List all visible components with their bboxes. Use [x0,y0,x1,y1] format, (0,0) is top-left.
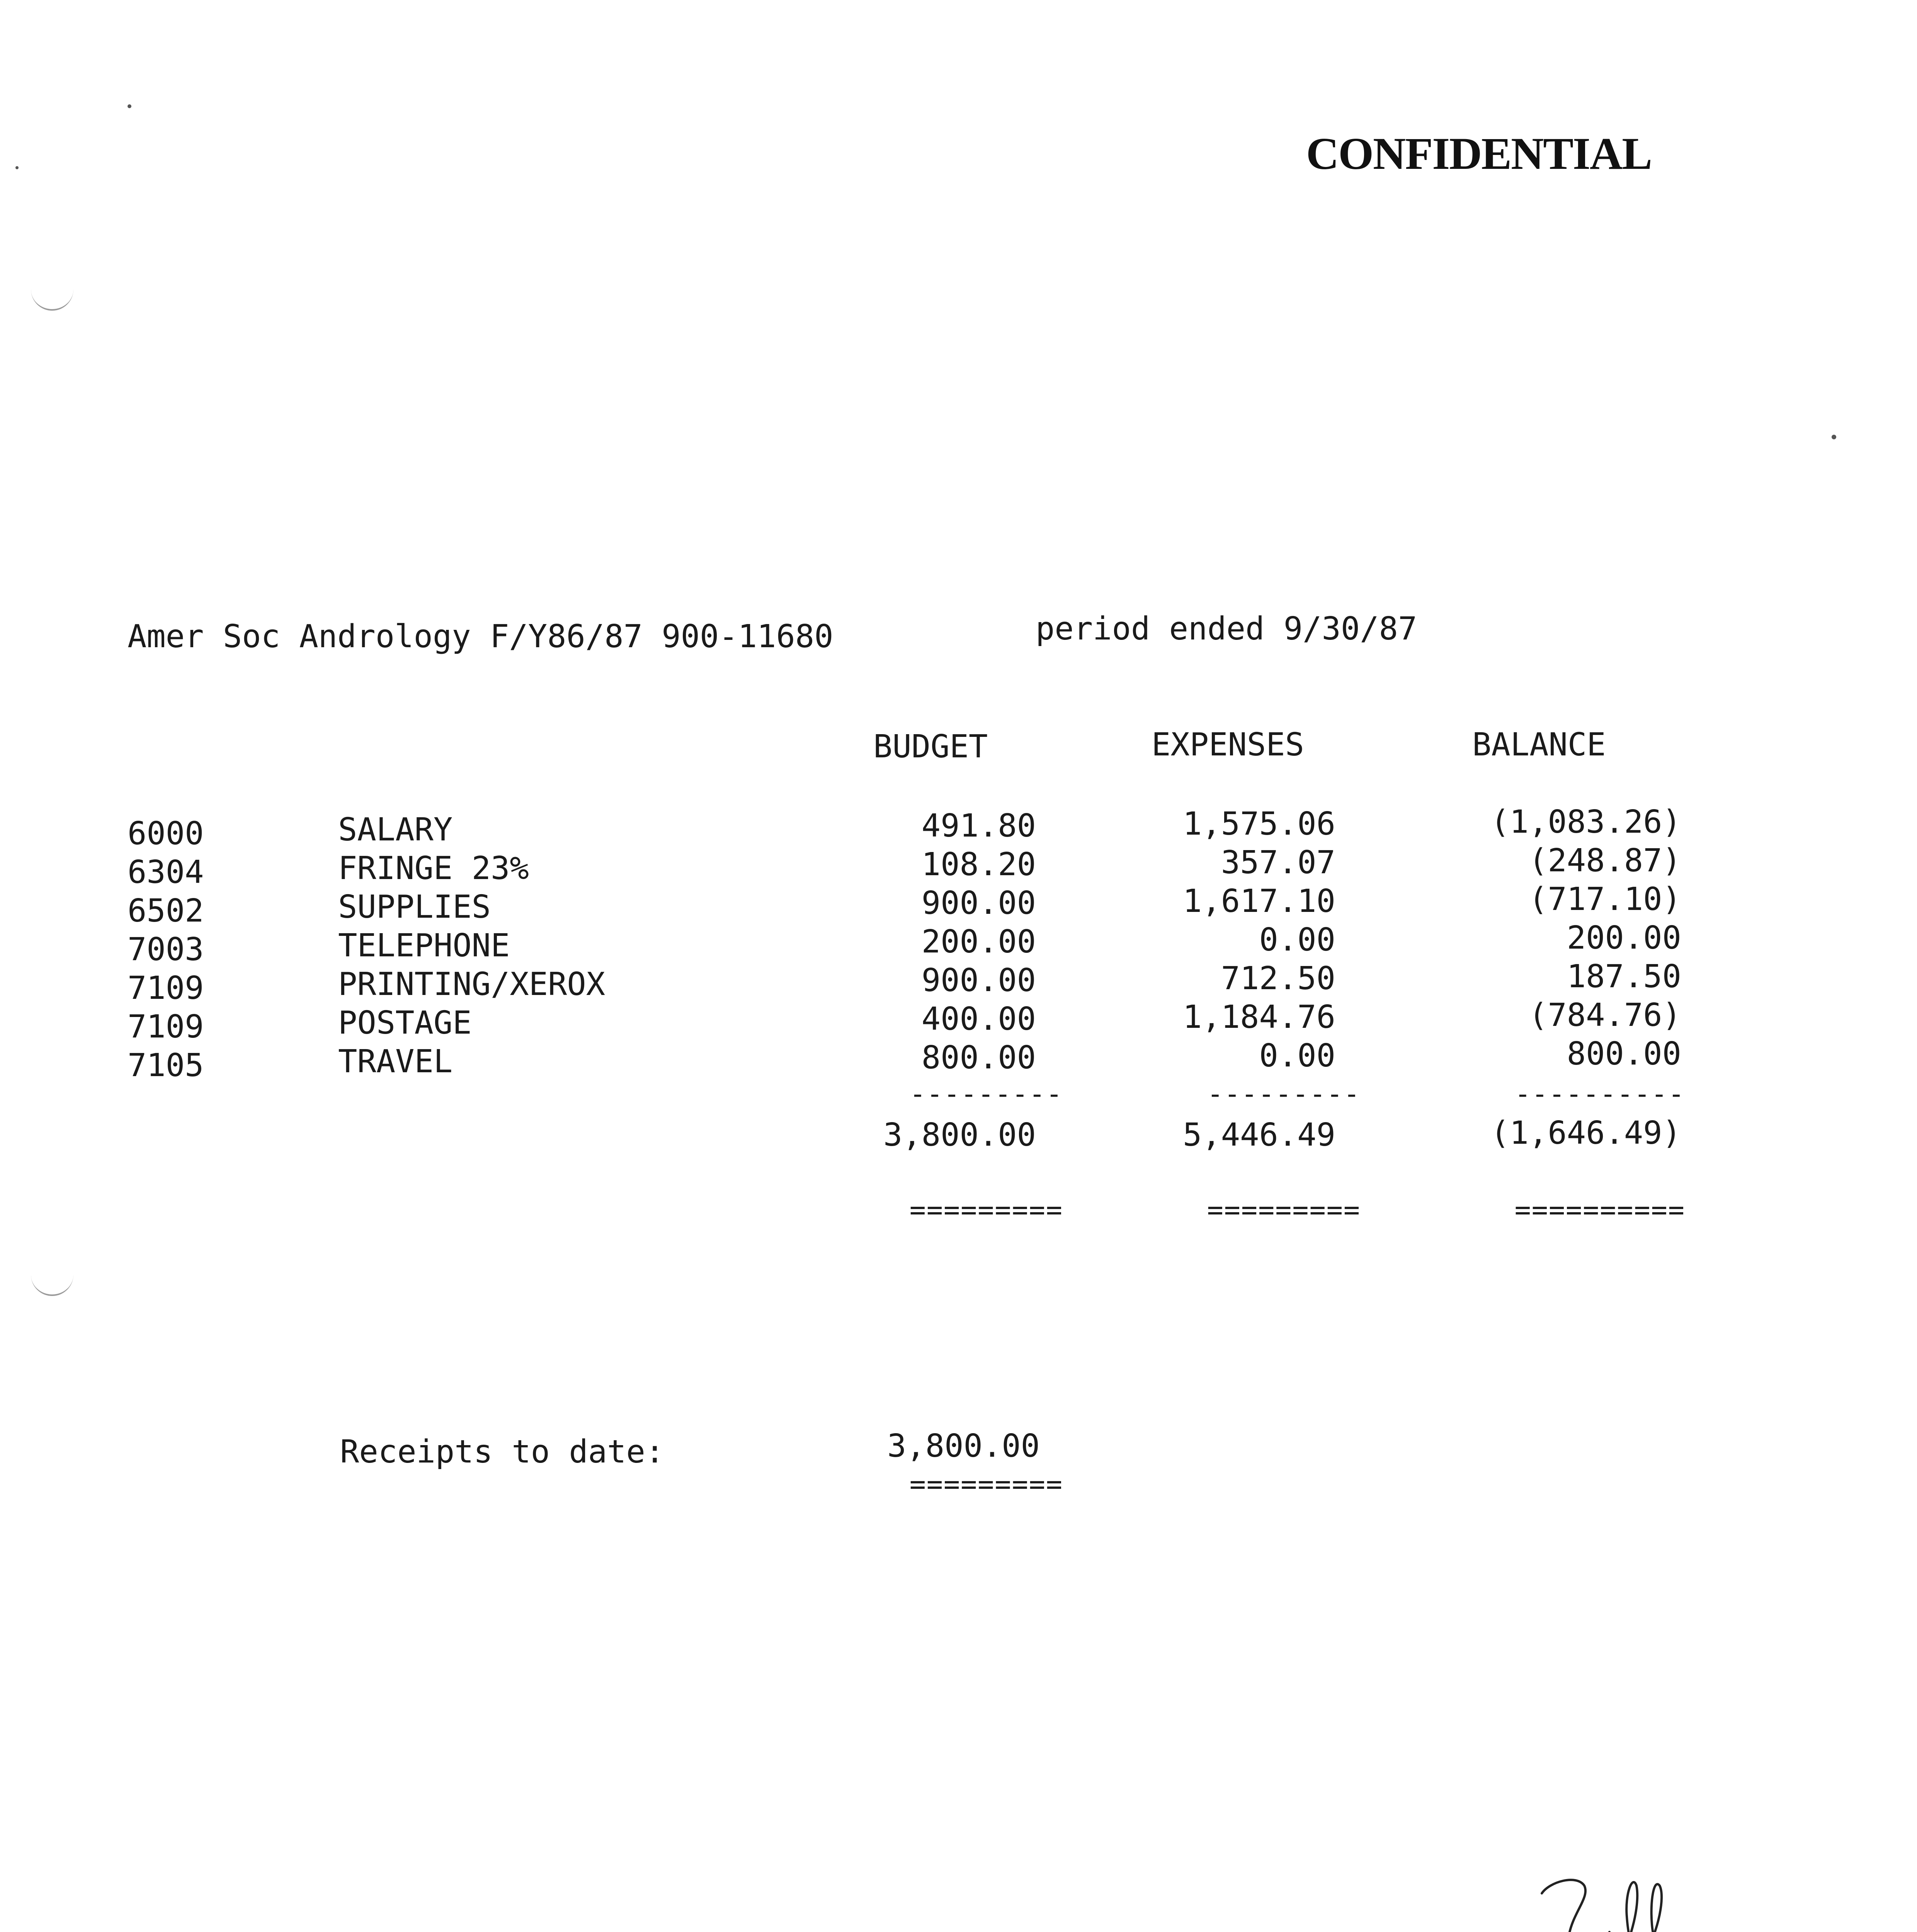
speck [128,104,131,108]
column-header-expenses: EXPENSES [1152,726,1304,763]
balance-value: (784.76) [1529,997,1681,1034]
account-code: 6304 [128,854,204,891]
receipts-value: 3,800.00 [887,1428,1040,1464]
account-code: 6502 [128,893,204,929]
total-budget: 3,800.00 [883,1117,1036,1153]
account-description: SALARY [338,811,453,848]
total-balance: (1,646.49) [1490,1115,1681,1151]
expenses-value: 712.50 [1221,960,1335,997]
subtotal-rule-balance: ---------- [1514,1078,1685,1110]
expenses-value: 357.07 [1221,844,1335,881]
budget-value: 108.20 [921,846,1036,883]
balance-value: 200.00 [1567,920,1681,956]
report-period: period ended 9/30/87 [1036,611,1417,647]
expenses-value: 1,617.10 [1183,883,1335,920]
total-double-rule-budget: ========= [909,1194,1063,1226]
expenses-value: 1,575.06 [1183,806,1335,842]
balance-value: 187.50 [1567,958,1681,995]
expenses-value: 1,184.76 [1183,999,1335,1036]
confidential-stamp: CONFIDENTIAL [1306,128,1652,179]
expenses-value: 0.00 [1259,922,1335,958]
total-double-rule-balance: ========== [1514,1194,1685,1226]
account-code: 7003 [128,931,204,968]
budget-value: 900.00 [921,885,1036,922]
account-description: PRINTING/XEROX [338,966,606,1003]
budget-value: 900.00 [921,962,1036,999]
balance-value: 800.00 [1567,1036,1681,1072]
budget-value: 200.00 [921,923,1036,960]
total-double-rule-expenses: ========= [1207,1194,1361,1226]
budget-value: 491.80 [921,808,1036,844]
punch-hole-mark [31,286,73,311]
column-header-balance: BALANCE [1472,726,1606,763]
speck [15,166,19,169]
balance-value: (1,083.26) [1490,804,1681,840]
speck [1832,435,1836,439]
account-description: POSTAGE [338,1005,472,1041]
account-code: 7109 [128,970,204,1007]
expenses-value: 0.00 [1259,1037,1335,1074]
subtotal-rule-budget: --------- [909,1078,1063,1110]
balance-value: (717.10) [1529,881,1681,918]
column-header-budget: BUDGET [873,728,988,765]
account-code: 7109 [128,1009,204,1045]
receipts-label: Receipts to date: [340,1434,665,1470]
balance-value: (248.87) [1529,842,1681,879]
account-description: TRAVEL [338,1043,453,1080]
account-description: TELEPHONE [338,927,510,964]
receipts-double-rule: ========= [909,1468,1063,1500]
subtotal-rule-expenses: --------- [1207,1078,1361,1110]
budget-value: 400.00 [921,1001,1036,1037]
report-title: Amer Soc Andrology F/Y86/87 900-11680 [128,618,833,655]
account-description: FRINGE 23% [338,850,529,887]
account-description: SUPPLIES [338,889,491,925]
total-expenses: 5,446.49 [1183,1117,1335,1153]
budget-value: 800.00 [921,1039,1036,1076]
account-code: 6000 [128,815,204,852]
punch-hole-mark [31,1271,73,1296]
account-code: 7105 [128,1047,204,1084]
handwritten-signature [1526,1870,1797,1932]
